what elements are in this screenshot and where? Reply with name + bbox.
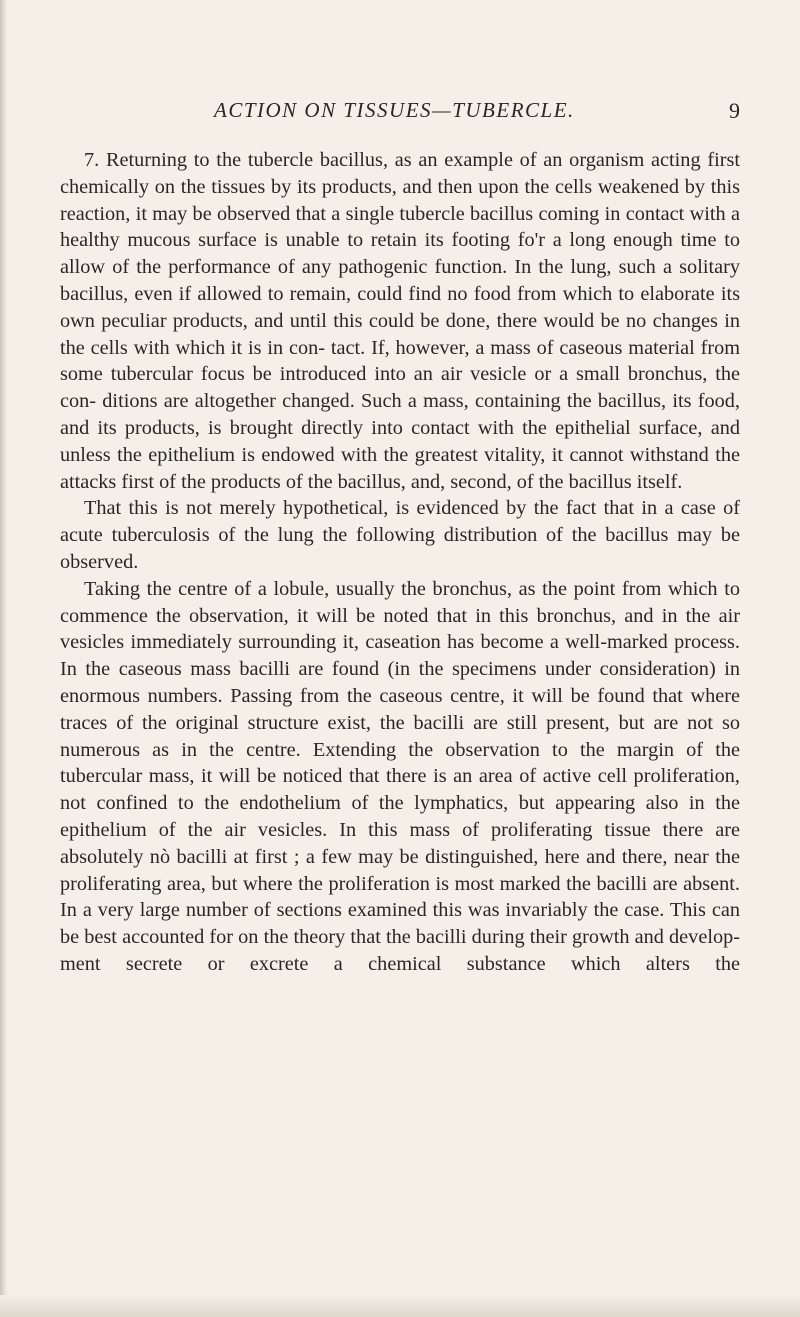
- page-bottom-edge-shadow: [0, 1295, 800, 1317]
- page-left-edge-shadow: [0, 0, 8, 1317]
- paragraph-3: Taking the centre of a lobule, usually the bronchus, as the point from which to commence the observation, it will be noted that in this bronchus, and in the air vesicles immediately surrounding it, caseation has become a well-marked process. In the caseous mass bacilli are found (in the specimens under consideration) in enormous numbers. Passing from the caseous centre, it will be found that where traces of the original structure exist, the bacilli are still present, but are not so numerous as in the centre. Extending the observation to the margin of the tubercular mass, it will be noticed that there is an area of active cell proliferation, not confined to the endothelium of the lymphatics, but appearing also in the epithelium of the air vesicles. In this mass of proliferating tissue there are absolutely nò bacilli at first ; a few may be distinguished, here and there, near the proliferating area, but where the proliferation is most marked the bacilli are absent. In a very large number of sections examined this was invariably the case. This can be best accounted for on the theory that the bacilli during their growth and develop- ment secrete or excrete a chemical substance which alters the: [60, 577, 740, 975]
- running-head: [70, 98, 740, 128]
- body-text: [60, 147, 740, 978]
- paragraph-2: That this is not merely hypothetical, is evidenced by the fact that in a case of acute tuberculosis of the lung the following distribution of the bacillus may be observed.: [60, 497, 740, 573]
- paragraph-1: 7. Returning to the tubercle bacillus, as an example of an organism acting first chemically on the tissues by its products, and then upon the cells weakened by this reaction, it may be observed that a single tubercle bacillus coming in contact with a healthy mucous surface is unable to retain its footing fo'r a long enough time to allow of the performance of any pathogenic function. In the lung, such a solitary bacillus, even if allowed to remain, could find no food from which to elaborate its own peculiar products, and until this could be done, there would be no changes in the cells with which it is in con- tact. If, however, a mass of caseous material from some tubercular focus be introduced into an air vesicle or a small bronchus, the con- ditions are altogether changed. Such a mass, containing the bacillus, its food, and its products, is brought directly into contact with the epithelial surface, and unless the epithelium is endowed with the greatest vitality, it cannot withstand the attacks first of the products of the bacillus, and, second, of the bacillus itself.: [60, 149, 740, 493]
- running-title: ACTION ON TISSUES—TUBERCLE.: [214, 98, 575, 122]
- page-number: 9: [729, 98, 740, 123]
